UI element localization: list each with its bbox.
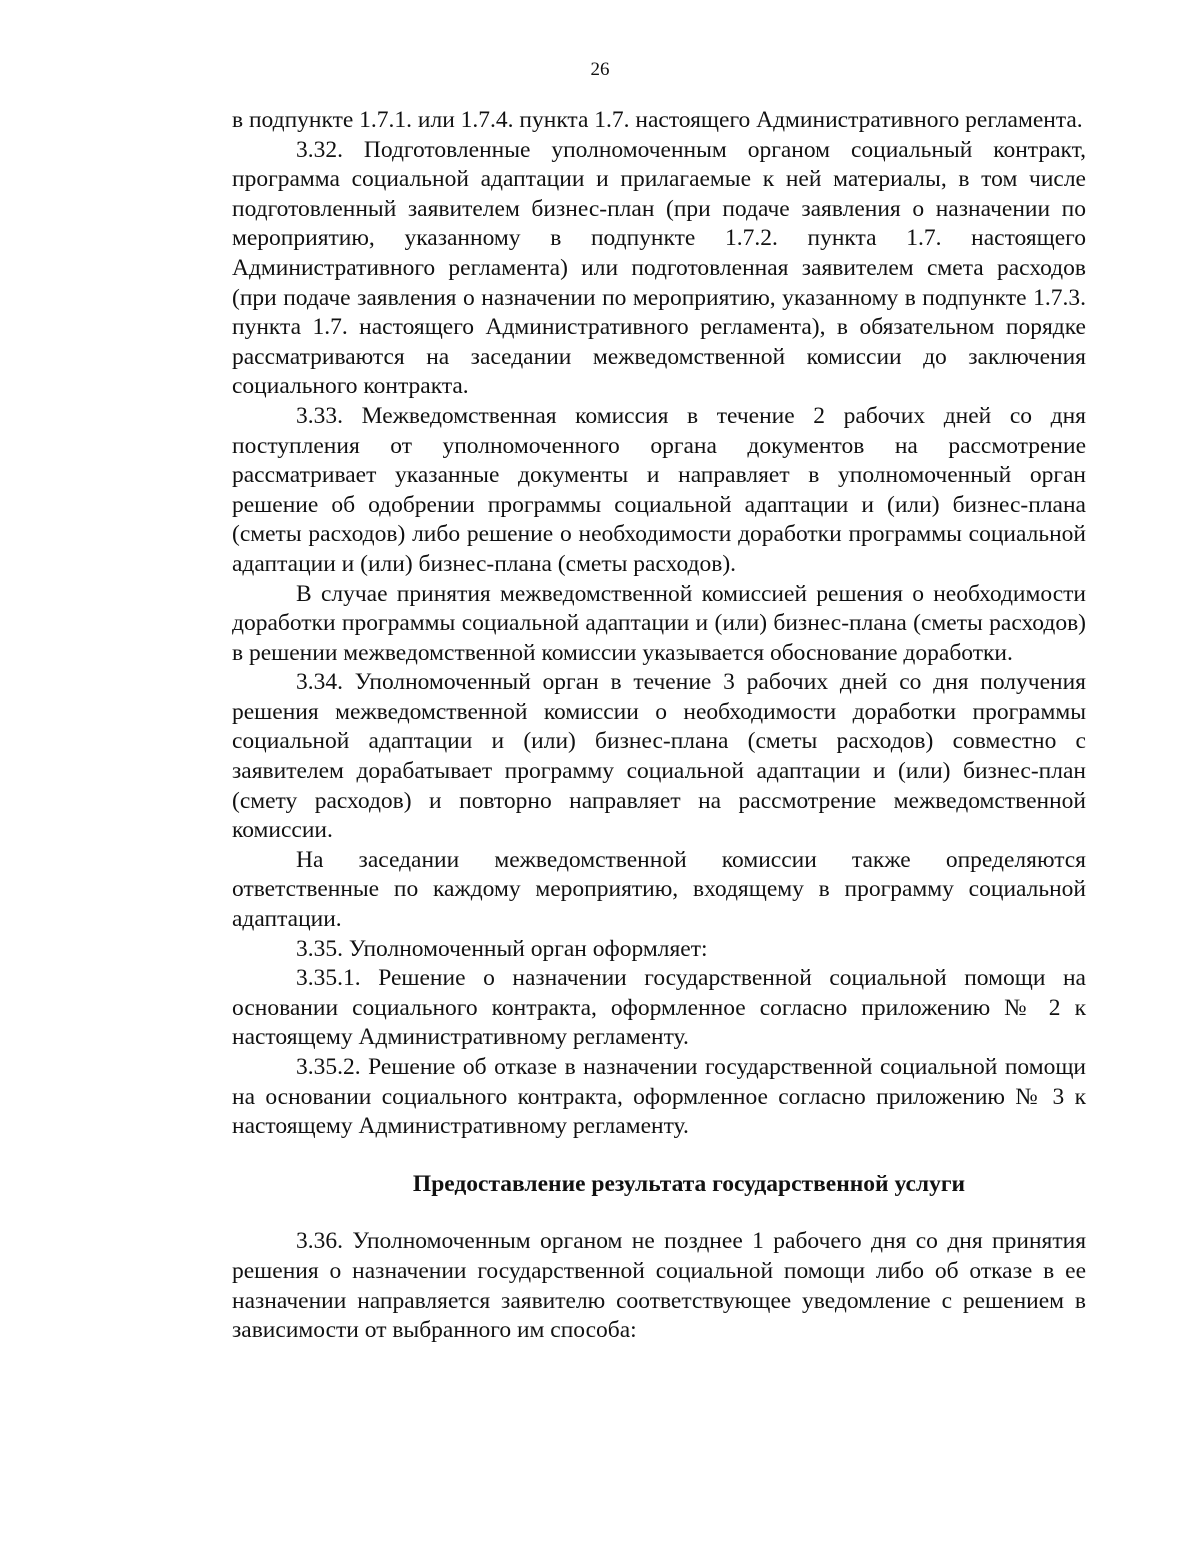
paragraph-responsible: На заседании межведомственной комиссии также определяются ответственные по каждому мероприятию, входящему в программу социальной адаптации. [232, 846, 1086, 933]
paragraph-3-35-1: 3.35.1. Решение о назначении государственной социальной помощи на основании социального контракта, оформленное согласно приложению № 2 к настоящему Административному регламенту. [232, 965, 1086, 1051]
paragraph-3-32: 3.32. Подготовленные уполномоченным органом социальный контракт, программа социальной адаптации и прилагаемые к ней материалы, в том числе подготовленный заявителем бизнес-план (при подаче заявления о назначении по мероприятию, указанному в подпункте 1.7.2. пункта 1.7. настоящего Административного регламента) или подготовленная заявителем смета расходов (при подаче заявления о назначении по мероприятию, указанному в подпункте 1.7.3. пункта 1.7. настоящего Административного регламента), в обязательном порядке рассматриваются на заседании межведомственной комиссии до заключения социального контракта. [232, 136, 1086, 400]
paragraph-3-34: 3.34. Уполномоченный орган в течение 3 рабочих дней со дня получения решения межведомственной комиссии о необходимости доработки программы социальной адаптации и (или) бизнес-плана (сметы расходов) совместно с заявителем дорабатывает программу социальной адаптации и (или) бизнес-план (смету расходов) и повторно направляет на рассмотрение межведомственной комиссии. [232, 669, 1086, 844]
paragraph-3-36: 3.36. Уполномоченным органом не позднее 1 рабочего дня со дня принятия решения о назначении государственной социальной помощи либо об отказе в ее назначении направляется заявителю соответствующее уведомление с решением в зависимости от выбранного им способа: [232, 1228, 1086, 1344]
paragraph-3-35-2: 3.35.2. Решение об отказе в назначении государственной социальной помощи на основании социального контракта, оформленное согласно приложению № 3 к настоящему Административному регламенту. [232, 1054, 1086, 1140]
document-body [232, 106, 1086, 1346]
section-heading: Предоставление результата государственной услуги [412, 1170, 966, 1197]
page-number: 26 [590, 59, 610, 80]
paragraph-revision-case: В случае принятия межведомственной комиссией решения о необходимости доработки программы социальной адаптации и (или) бизнес-плана (сметы расходов) в решении межведомственной комиссии указывается обоснование доработки. [232, 580, 1086, 666]
paragraph-continuation: в подпункте 1.7.1. или 1.7.4. пункта 1.7. настоящего Административного регламента. [232, 107, 1083, 133]
paragraph-3-35: 3.35. Уполномоченный орган оформляет: [296, 935, 708, 962]
paragraph-3-33: 3.33. Межведомственная комиссия в течение 2 рабочих дней со дня поступления от уполномоченного органа документов на рассмотрение рассматривает указанные документы и направляет в уполномоченный орган решение об одобрении программы социальной адаптации и (или) бизнес-плана (сметы расходов) либо решение о необходимости доработки программы социальной адаптации и (или) бизнес-плана (сметы расходов). [232, 402, 1086, 577]
